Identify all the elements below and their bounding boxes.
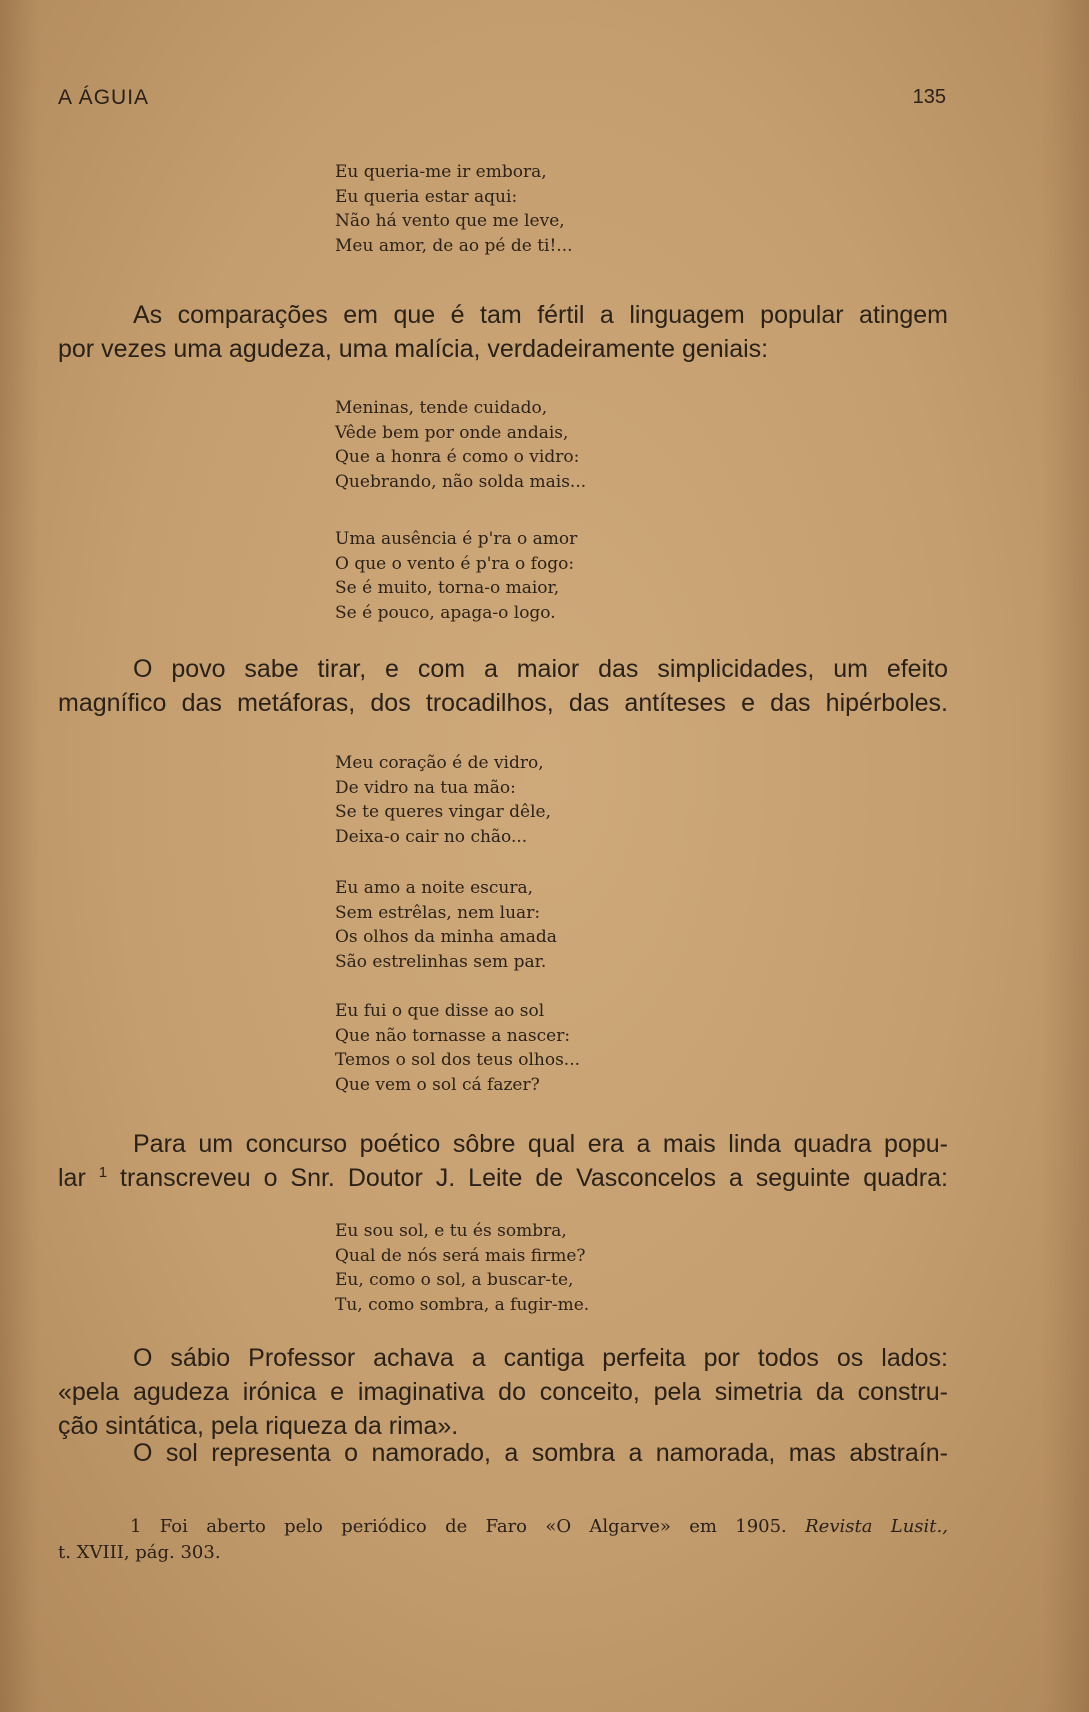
verse-line: Uma ausência é p'ra o amor bbox=[335, 529, 578, 549]
prose-line: Para um concurso poético sôbre qual era a mais linda quadra popu- bbox=[133, 1130, 948, 1158]
paragraph-comparisons bbox=[58, 298, 948, 366]
verse-line: Meu amor, de ao pé de ti!... bbox=[335, 235, 573, 256]
verse-line: Eu sou sol, e tu és sombra, bbox=[335, 1221, 567, 1241]
verse-stanza-7 bbox=[335, 1219, 589, 1317]
paragraph-sun-shadow bbox=[58, 1436, 948, 1470]
verse-line: De vidro na tua mão: bbox=[335, 777, 516, 798]
verse-line: Que vem o sol cá fazer? bbox=[335, 1074, 540, 1095]
footnote-journal: Revista Lusit., bbox=[805, 1516, 948, 1537]
verse-line: Se é muito, torna-o maior, bbox=[335, 578, 560, 598]
prose-line: ção sintática, pela riqueza da rima». bbox=[58, 1412, 459, 1440]
verse-line: Meninas, tende cuidado, bbox=[335, 398, 548, 418]
verse-line: Vêde bem por onde andais, bbox=[335, 422, 569, 443]
prose-line: O povo sabe tirar, e com a maior das simplicidades, um efeito bbox=[133, 655, 948, 683]
verse-line: Eu amo a noite escura, bbox=[335, 878, 534, 898]
verse-stanza-5 bbox=[335, 876, 557, 974]
verse-line: Eu queria-me ir embora, bbox=[335, 162, 547, 182]
verse-line: Tu, como sombra, a fugir-me. bbox=[335, 1294, 590, 1315]
verse-line: Temos o sol dos teus olhos... bbox=[335, 1050, 581, 1070]
verse-stanza-6 bbox=[335, 999, 580, 1097]
footnote-mark: 1 bbox=[98, 1164, 108, 1181]
verse-stanza-4 bbox=[335, 751, 551, 849]
prose-line: magnífico das metáforas, dos trocadilhos, das antíteses e das hipérboles. bbox=[58, 689, 948, 717]
verse-line: Não há vento que me leve, bbox=[335, 211, 565, 231]
verse-line: Deixa-o cair no chão... bbox=[335, 826, 528, 847]
verse-line: Eu queria estar aqui: bbox=[335, 186, 518, 207]
verse-line: Que não tornasse a nascer: bbox=[335, 1025, 571, 1046]
verse-line: São estrelinhas sem par. bbox=[335, 951, 547, 972]
verse-line: Qual de nós será mais firme? bbox=[335, 1245, 586, 1266]
verse-line: O que o vento é p'ra o fogo: bbox=[335, 553, 575, 574]
prose-line bbox=[58, 1161, 948, 1195]
verse-line: Os olhos da minha amada bbox=[335, 927, 557, 947]
footnote-number: 1 bbox=[130, 1516, 142, 1537]
verse-line: Quebrando, não solda mais... bbox=[335, 471, 587, 492]
prose-fragment: lar bbox=[58, 1164, 86, 1192]
verse-line: Se te queres vingar dêle, bbox=[335, 802, 551, 822]
verse-stanza-1 bbox=[335, 160, 573, 258]
prose-fragment: transcreveu o Snr. Doutor J. Leite de Vasconcelos a seguinte quadra: bbox=[120, 1164, 948, 1192]
paragraph-metaphors bbox=[58, 652, 948, 720]
footnote-text: Foi aberto pelo periódico de Faro «O Algarve» em 1905. bbox=[159, 1516, 787, 1537]
verse-stanza-2 bbox=[335, 396, 586, 494]
prose-line: O sábio Professor achava a cantiga perfeita por todos os lados: bbox=[133, 1344, 948, 1372]
verse-line: Eu, como o sol, a buscar-te, bbox=[335, 1270, 574, 1290]
footnote-line bbox=[58, 1514, 948, 1540]
paragraph-professor bbox=[58, 1341, 948, 1443]
page-number: 135 bbox=[912, 86, 946, 108]
verse-line: Eu fui o que disse ao sol bbox=[335, 1001, 545, 1021]
verse-stanza-3 bbox=[335, 527, 577, 625]
running-title: A ÁGUIA bbox=[58, 86, 150, 109]
verse-line: Que a honra é como o vidro: bbox=[335, 447, 580, 467]
footnote-continuation: t. XVIII, pág. 303. bbox=[58, 1542, 221, 1563]
verse-line: Se é pouco, apaga-o logo. bbox=[335, 602, 556, 623]
prose-line: As comparações em que é tam fértil a linguagem popular atingem bbox=[133, 301, 948, 329]
verse-line: Sem estrêlas, nem luar: bbox=[335, 902, 541, 923]
prose-line: O sol representa o namorado, a sombra a namorada, mas abstraín- bbox=[133, 1439, 948, 1467]
prose-line: por vezes uma agudeza, uma malícia, verdadeiramente geniais: bbox=[58, 335, 769, 363]
prose-line: «pela agudeza irónica e imaginativa do conceito, pela simetria da constru- bbox=[58, 1378, 948, 1406]
footnote bbox=[58, 1514, 948, 1566]
verse-line: Meu coração é de vidro, bbox=[335, 753, 544, 773]
paragraph-contest bbox=[58, 1127, 948, 1195]
